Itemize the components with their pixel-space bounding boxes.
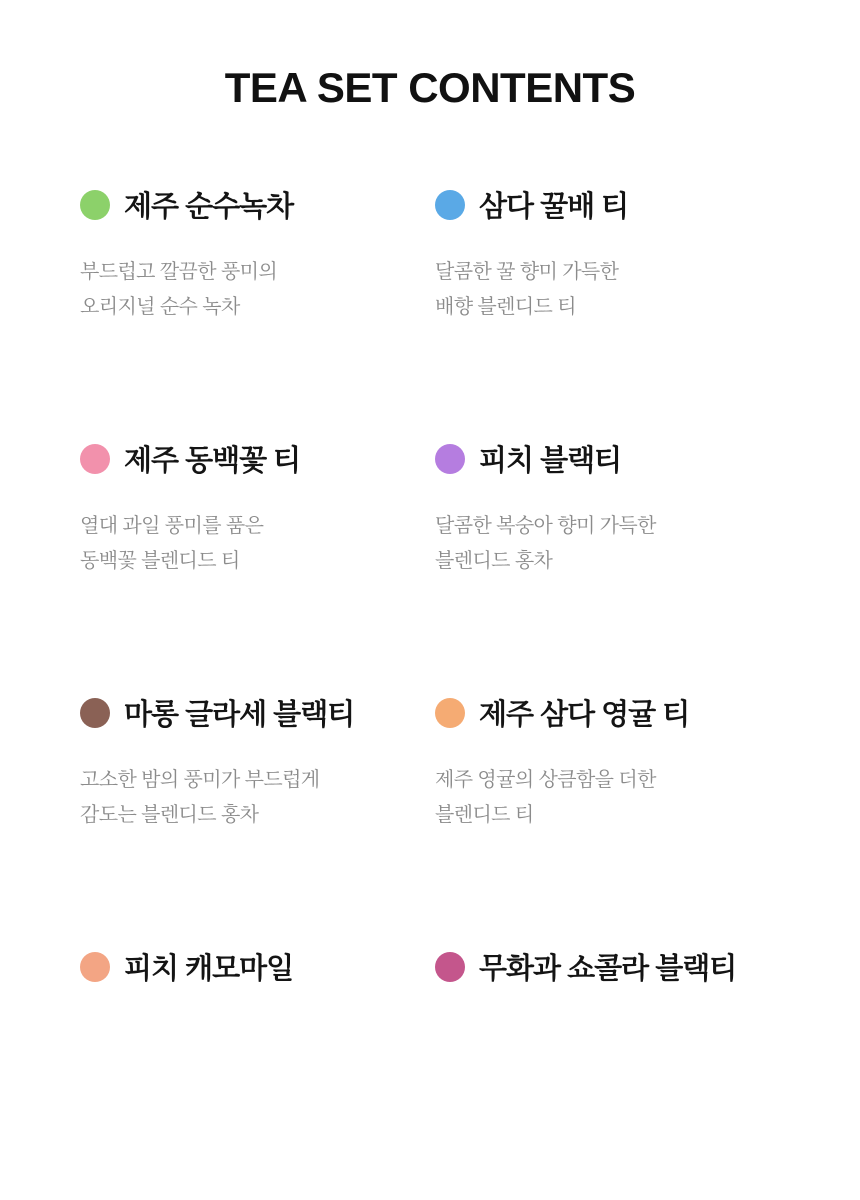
tea-item <box>435 438 780 692</box>
page-title: TEA SET CONTENTS <box>224 64 636 111</box>
tea-item-header <box>435 692 780 733</box>
tea-item-name: 제주 삼다 영귤 티 <box>479 699 690 731</box>
color-dot-icon <box>80 444 110 474</box>
tea-item-description: 달콤한 복숭아 향미 가득한 블렌디드 홍차 <box>435 515 656 572</box>
tea-item-header <box>80 184 435 225</box>
color-dot-icon <box>80 698 110 728</box>
tea-item-description: 열대 과일 풍미를 품은 동백꽃 블렌디드 티 <box>80 515 264 572</box>
tea-item <box>80 692 435 946</box>
tea-item-description: 달콤한 꿀 향미 가득한 배향 블렌디드 티 <box>435 261 619 318</box>
color-dot-icon <box>435 698 465 728</box>
tea-item-grid <box>80 184 780 1200</box>
tea-item-name: 피치 블랙티 <box>479 445 622 477</box>
color-dot-icon <box>435 190 465 220</box>
tea-item-description: 부드럽고 깔끔한 풍미의 오리지널 순수 녹차 <box>80 261 278 318</box>
tea-item-description: 고소한 밤의 풍미가 부드럽게 감도는 블렌디드 홍차 <box>80 769 320 826</box>
tea-item-header <box>80 946 435 987</box>
tea-item <box>435 946 780 1200</box>
color-dot-icon <box>435 444 465 474</box>
tea-item <box>435 692 780 946</box>
tea-item-name: 피치 캐모마일 <box>124 953 294 985</box>
tea-item <box>435 184 780 438</box>
tea-item-name: 마롱 글라세 블랙티 <box>124 699 355 731</box>
tea-item-header <box>435 184 780 225</box>
tea-item-name: 제주 동백꽃 티 <box>124 445 301 477</box>
tea-item-header <box>80 438 435 479</box>
tea-item-name: 삼다 꿀배 티 <box>479 191 629 223</box>
tea-item <box>80 946 435 1200</box>
tea-item <box>80 184 435 438</box>
tea-item-header <box>435 946 780 987</box>
tea-item-name: 제주 순수녹차 <box>124 191 294 223</box>
color-dot-icon <box>80 190 110 220</box>
color-dot-icon <box>80 952 110 982</box>
tea-item-name: 무화과 쇼콜라 블랙티 <box>479 953 737 985</box>
tea-item-header <box>435 438 780 479</box>
tea-item-description: 제주 영귤의 상큼함을 더한 블렌디드 티 <box>435 769 656 826</box>
tea-item-header <box>80 692 435 733</box>
color-dot-icon <box>435 952 465 982</box>
tea-item <box>80 438 435 692</box>
